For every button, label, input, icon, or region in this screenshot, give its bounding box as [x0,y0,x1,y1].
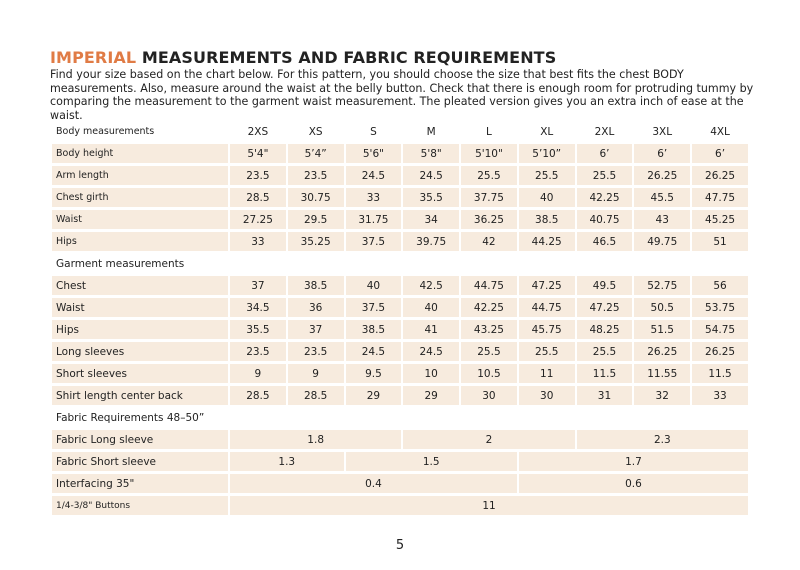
table-cell: 6’ [634,144,690,163]
table-cell: 51 [692,232,748,251]
size-header: 2XS [247,125,269,138]
table-cell: 45.75 [519,320,575,339]
table-cell: 24.5 [346,342,402,361]
table-cell: 23.5 [230,342,286,361]
garment-measurement-row [52,320,748,339]
table-cell: 24.5 [346,166,402,185]
garment-section-row [52,254,748,273]
row-label: Waist [52,298,228,317]
table-cell: 9 [288,364,344,383]
table-cell: 23.5 [230,166,286,185]
table-cell: 31.75 [346,210,402,229]
table-cell: 24.5 [403,342,459,361]
size-header: S [370,125,377,138]
garment-measurement-row [52,342,748,361]
table-cell: 1.7 [519,452,748,471]
row-label: Interfacing 35" [52,474,228,493]
row-label: Fabric Long sleeve [52,430,228,449]
fabric-short-row [52,452,748,471]
row-label: Short sleeves [52,364,228,383]
body-measurement-row [52,188,748,207]
table-cell: 44.75 [461,276,517,295]
buttons-row [52,496,748,515]
table-cell: 29 [346,386,402,405]
table-cell: 9 [230,364,286,383]
table-cell: 9.5 [346,364,402,383]
table-cell: 35.5 [230,320,286,339]
table-cell: 25.5 [519,166,575,185]
table-cell: 34.5 [230,298,286,317]
table-cell: 28.5 [288,386,344,405]
table-cell: 33 [346,188,402,207]
table-cell: 39.75 [403,232,459,251]
table-cell: 37.5 [346,298,402,317]
table-cell: 54.75 [692,320,748,339]
table-cell: 29 [403,386,459,405]
table-cell: 42.25 [577,188,633,207]
size-header: L [486,125,492,138]
table-cell: 28.5 [230,188,286,207]
table-cell: 45.5 [634,188,690,207]
table-cell: 25.5 [577,166,633,185]
table-cell: 1.3 [230,452,344,471]
table-cell: 42 [461,232,517,251]
table-cell: 28.5 [230,386,286,405]
row-label: Long sleeves [52,342,228,361]
title-accent: IMPERIAL [50,48,137,67]
table-cell: 51.5 [634,320,690,339]
table-cell: 2 [403,430,574,449]
table-cell: 11.55 [634,364,690,383]
row-label: Fabric Short sleeve [52,452,228,471]
table-cell: 44.25 [519,232,575,251]
table-cell: 38.5 [519,210,575,229]
table-cell: 5'8" [403,144,459,163]
table-cell: 42.25 [461,298,517,317]
table-cell: 50.5 [634,298,690,317]
garment-measurement-row [52,364,748,383]
body-measurement-row [52,166,748,185]
garment-measurement-row [52,298,748,317]
table-cell: 46.5 [577,232,633,251]
body-measurement-row [52,232,748,251]
table-cell: 25.5 [577,342,633,361]
table-cell: 35.5 [403,188,459,207]
table-cell: 6’ [692,144,748,163]
table-cell: 0.4 [230,474,517,493]
table-cell: 35.25 [288,232,344,251]
row-label: Chest [52,276,228,295]
table-cell: 2.3 [577,430,748,449]
row-label: Waist [52,210,228,229]
table-cell: 10 [403,364,459,383]
size-header: 3XL [652,125,673,138]
table-cell: 43 [634,210,690,229]
table-cell: 41 [403,320,459,339]
table-cell: 30.75 [288,188,344,207]
table-cell: 34 [403,210,459,229]
table-cell: 47.25 [577,298,633,317]
table-cell: 11.5 [577,364,633,383]
table-cell: 26.25 [692,166,748,185]
row-label: Arm length [52,166,228,185]
table-cell: 5'4" [230,144,286,163]
size-header: M [426,125,436,138]
fabric-section-row [52,408,748,427]
table-cell: 30 [461,386,517,405]
table-cell: 6’ [577,144,633,163]
table-cell: 37.75 [461,188,517,207]
table-cell: 40.75 [577,210,633,229]
table-cell: 23.5 [288,342,344,361]
table-cell: 45.25 [692,210,748,229]
table-cell: 1.5 [346,452,517,471]
table-cell: 23.5 [288,166,344,185]
table-cell: 42.5 [403,276,459,295]
row-label: Body height [52,144,228,163]
row-label: 1/4-3/8" Buttons [52,496,228,515]
table-cell: 26.25 [634,342,690,361]
row-label: Hips [52,320,228,339]
garment-measurement-row [52,276,748,295]
table-cell: 5’10” [519,144,575,163]
table-cell: 25.5 [461,166,517,185]
body-measurement-row [52,144,748,163]
size-header: XS [308,125,323,138]
table-cell: 31 [577,386,633,405]
table-cell: 30 [519,386,575,405]
table-cell: 11 [230,496,748,515]
table-cell: 47.25 [519,276,575,295]
size-header: 4XL [710,125,730,138]
table-cell: 48.25 [577,320,633,339]
size-header-row [52,122,748,141]
table-cell: 36.25 [461,210,517,229]
table-cell: 10.5 [461,364,517,383]
size-header: 2XL [594,125,615,138]
table-cell: 25.5 [461,342,517,361]
table-cell: 36 [288,298,344,317]
page-title [50,48,556,67]
table-cell: 37.5 [346,232,402,251]
table-cell: 43.25 [461,320,517,339]
table-cell: 44.75 [519,298,575,317]
table-cell: 5'10" [461,144,517,163]
table-cell: 29.5 [288,210,344,229]
garment-measurements-title: Garment measurements [56,257,185,270]
table-cell: 53.75 [692,298,748,317]
table-cell: 40 [346,276,402,295]
table-cell: 27.25 [230,210,286,229]
fabric-requirements-title: Fabric Requirements 48–50” [56,411,205,424]
table-cell: 24.5 [403,166,459,185]
table-cell: 11 [519,364,575,383]
intro-paragraph: Find your size based on the chart below. For this pattern, you should choose the size that best fits the chest BODY measurements. Also, measure around the waist at the belly button. Check that there is enough room for protruding tummy by comparing the measurement to the garment waist measurement. The pleated version gives you an extra inch of ease at the waist. [50,68,754,123]
table-cell: 11.5 [692,364,748,383]
table-cell: 40 [403,298,459,317]
table-cell: 47.75 [692,188,748,207]
table-cell: 56 [692,276,748,295]
row-label: Chest girth [52,188,228,207]
table-cell: 5'6" [346,144,402,163]
body-measurements-header: Body measurements [56,126,155,137]
table-cell: 40 [519,188,575,207]
fabric-long-row [52,430,748,449]
row-label: Shirt length center back [52,386,228,405]
interfacing-row [52,474,748,493]
garment-measurement-row [52,386,748,405]
table-cell: 33 [230,232,286,251]
table-cell: 38.5 [288,276,344,295]
table-cell: 26.25 [634,166,690,185]
table-cell: 37 [288,320,344,339]
body-measurement-row [52,210,748,229]
table-cell: 49.75 [634,232,690,251]
table-cell: 52.75 [634,276,690,295]
table-cell: 0.6 [519,474,748,493]
measurement-table [50,119,750,518]
table-cell: 37 [230,276,286,295]
row-label: Hips [52,232,228,251]
table-cell: 5’4” [288,144,344,163]
title-rest: MEASUREMENTS AND FABRIC REQUIREMENTS [136,48,557,67]
size-header: XL [540,125,554,138]
table-cell: 33 [692,386,748,405]
table-cell: 25.5 [519,342,575,361]
table-cell: 38.5 [346,320,402,339]
table-cell: 32 [634,386,690,405]
page-number: 5 [395,538,405,553]
table-cell: 49.5 [577,276,633,295]
table-cell: 1.8 [230,430,401,449]
table-cell: 26.25 [692,342,748,361]
